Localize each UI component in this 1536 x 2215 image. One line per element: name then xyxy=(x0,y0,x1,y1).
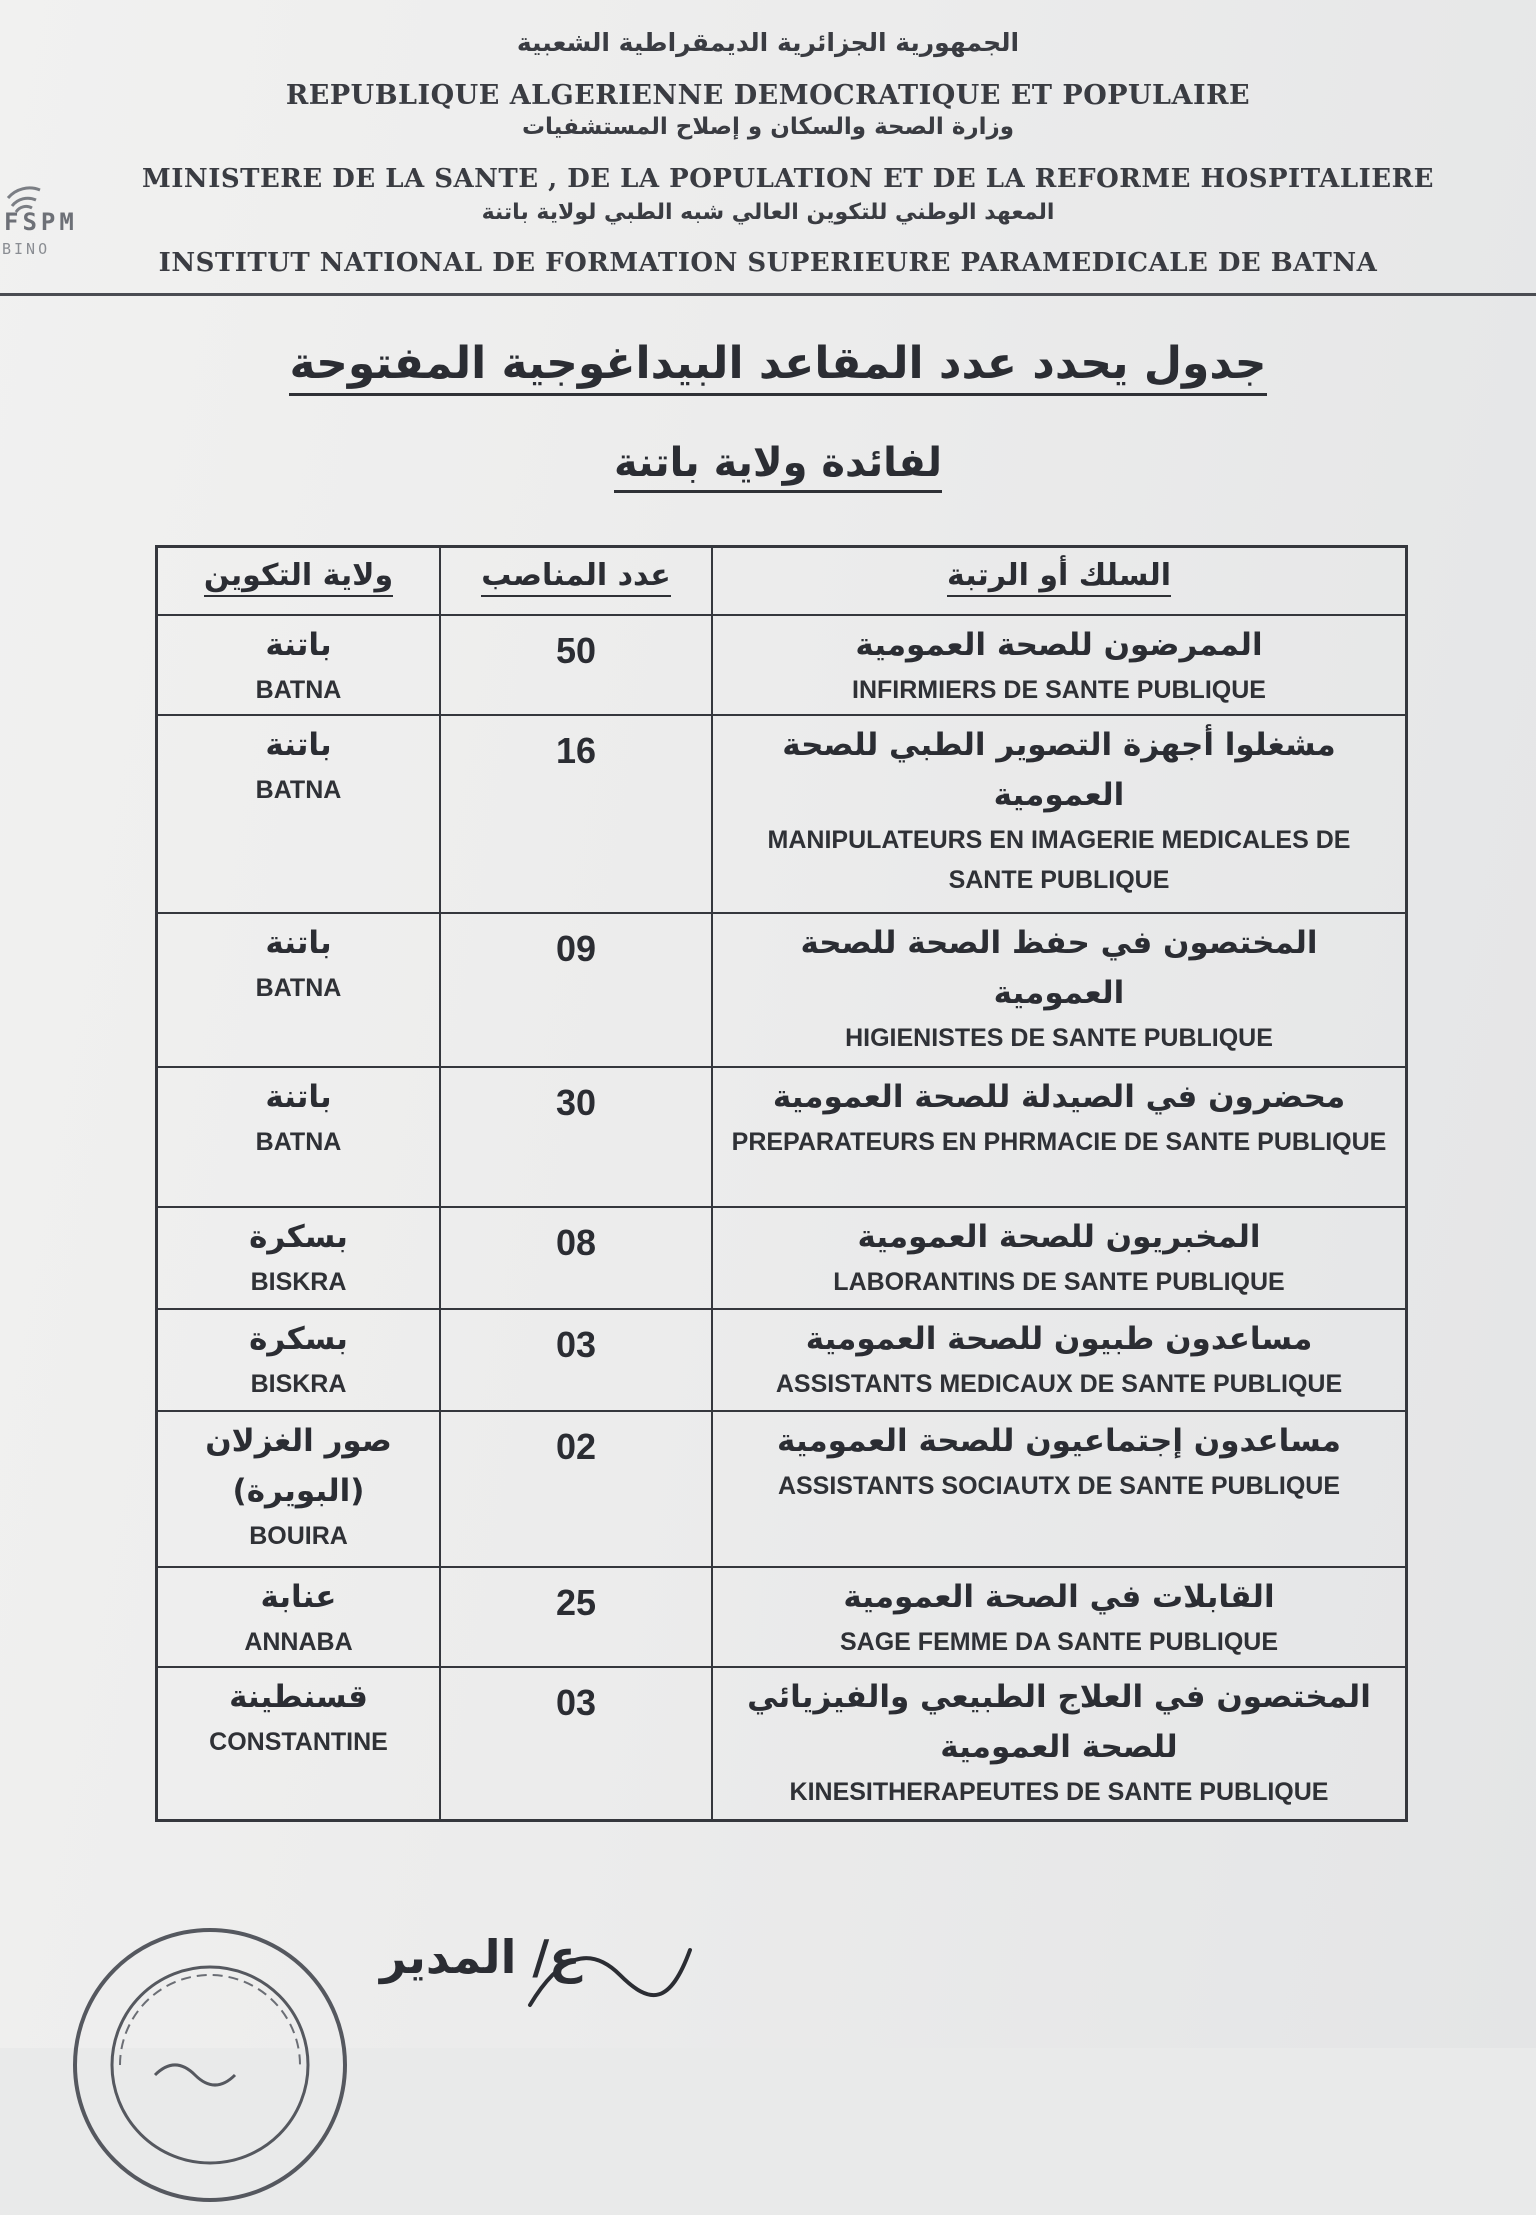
document-subtitle xyxy=(0,440,1536,493)
rank-arabic: مساعدون طبيون للصحة العمومية xyxy=(805,1321,1313,1357)
seat-count: 02 xyxy=(555,1426,597,1467)
header-wilaya: ولاية التكوين xyxy=(204,558,393,597)
wilaya-arabic: بسكرة xyxy=(249,1321,348,1357)
table-row xyxy=(158,1208,1405,1310)
document-subtitle-text: لفائدة ولاية باتنة xyxy=(614,440,942,493)
rank-french: ASSISTANTS SOCIAUTX DE SANTE PUBLIQUE xyxy=(777,1472,1341,1500)
table-row xyxy=(158,1668,1405,1819)
wilaya-arabic: قسنطينة xyxy=(229,1679,368,1715)
table-row xyxy=(158,716,1405,914)
seat-count: 09 xyxy=(555,928,597,969)
seats-table xyxy=(155,545,1408,1822)
table-row xyxy=(158,1568,1405,1668)
institute-arabic: المعهد الوطني للتكوين العالي شبه الطبي لولاية باتنة xyxy=(481,200,1055,225)
wilaya-arabic: بسكرة xyxy=(249,1219,348,1255)
rank-arabic: المختصون في العلاج الطبيعي والفيزيائي للصحة العمومية xyxy=(747,1679,1371,1765)
rank-french: INFIRMIERS DE SANTE PUBLIQUE xyxy=(852,676,1266,704)
rank-french: MANIPULATEURS EN IMAGERIE MEDICALES DE SANTE PUBLIQUE xyxy=(767,826,1351,894)
ministry-arabic: وزارة الصحة والسكان و إصلاح المستشفيات xyxy=(521,114,1015,140)
header-rank-cell xyxy=(713,548,1405,614)
rank-french: SAGE FEMME DA SANTE PUBLIQUE xyxy=(840,1628,1278,1656)
seat-count: 03 xyxy=(555,1682,597,1723)
wilaya-french: CONSTANTINE xyxy=(209,1728,388,1756)
table-row xyxy=(158,1310,1405,1412)
logo-subtext: BINO xyxy=(2,240,51,258)
wilaya-french: BISKRA xyxy=(250,1370,347,1398)
table-row xyxy=(158,1412,1405,1568)
header-rank: السلك أو الرتبة xyxy=(947,558,1171,597)
director-signature-label: ع/ المدير xyxy=(380,1930,581,1984)
header-count-cell xyxy=(441,548,713,614)
table-row xyxy=(158,616,1405,716)
rank-arabic: مشغلوا أجهزة التصوير الطبي للصحة العمومية xyxy=(782,727,1336,813)
header-count: عدد المناصب xyxy=(481,558,671,597)
rank-arabic: الممرضون للصحة العمومية xyxy=(855,627,1263,663)
wilaya-arabic: باتنة xyxy=(265,627,332,663)
rank-french: HIGIENISTES DE SANTE PUBLIQUE xyxy=(845,1024,1273,1052)
table-header-row xyxy=(158,548,1405,616)
wilaya-french: BISKRA xyxy=(250,1268,347,1296)
institute-french: INSTITUT NATIONAL DE FORMATION SUPERIEURE PARAMEDICALE DE BATNA xyxy=(158,248,1378,278)
seat-count: 03 xyxy=(555,1324,597,1365)
rank-french: ASSISTANTS MEDICAUX DE SANTE PUBLIQUE xyxy=(775,1370,1343,1398)
rank-french: LABORANTINS DE SANTE PUBLIQUE xyxy=(833,1268,1285,1296)
wilaya-arabic: صور الغزلان (البويرة) xyxy=(205,1423,392,1509)
wilaya-french: BOUIRA xyxy=(249,1522,348,1550)
header-divider xyxy=(0,293,1536,296)
rank-french: KINESITHERAPEUTES DE SANTE PUBLIQUE xyxy=(789,1778,1329,1806)
rank-arabic: محضرون في الصيدلة للصحة العمومية xyxy=(772,1079,1346,1115)
wilaya-french: BATNA xyxy=(255,776,342,804)
official-stamp-icon xyxy=(60,1915,360,2215)
seat-count: 30 xyxy=(555,1082,597,1123)
rank-arabic: القابلات في الصحة العمومية xyxy=(843,1579,1275,1615)
header-wilaya-cell xyxy=(158,548,441,614)
document-title xyxy=(0,338,1536,396)
document-title-text: جدول يحدد عدد المقاعد البيداغوجية المفتوحة xyxy=(289,338,1266,396)
rank-arabic: المختصون في حفظ الصحة للصحة العمومية xyxy=(800,925,1318,1011)
wilaya-french: BATNA xyxy=(255,974,342,1002)
wilaya-arabic: عنابة xyxy=(260,1579,337,1615)
rank-arabic: المخبريون للصحة العمومية xyxy=(857,1219,1261,1255)
wilaya-french: BATNA xyxy=(255,676,342,704)
wilaya-french: ANNABA xyxy=(244,1628,353,1656)
republic-french: REPUBLIQUE ALGERIENNE DEMOCRATIQUE ET POPULAIRE xyxy=(285,80,1251,111)
signature-icon xyxy=(520,1935,700,2025)
seat-count: 08 xyxy=(555,1222,597,1263)
rank-arabic: مساعدون إجتماعيون للصحة العمومية xyxy=(777,1423,1341,1459)
seat-count: 16 xyxy=(555,730,597,771)
seat-count: 50 xyxy=(555,630,597,671)
logo-text: FSPM xyxy=(4,208,78,236)
wilaya-french: BATNA xyxy=(255,1128,342,1156)
republic-arabic: الجمهورية الجزائرية الديمقراطية الشعبية xyxy=(516,28,1020,57)
table-row xyxy=(158,1068,1405,1208)
wilaya-arabic: باتنة xyxy=(265,925,332,961)
ministry-french: MINISTERE DE LA SANTE , DE LA POPULATION ET DE LA REFORME HOSPITALIERE xyxy=(141,164,1434,194)
table-row xyxy=(158,914,1405,1068)
seat-count: 25 xyxy=(555,1582,597,1623)
wilaya-arabic: باتنة xyxy=(265,727,332,763)
rank-french: PREPARATEURS EN PHRMACIE DE SANTE PUBLIQUE xyxy=(731,1128,1387,1156)
wilaya-arabic: باتنة xyxy=(265,1079,332,1115)
